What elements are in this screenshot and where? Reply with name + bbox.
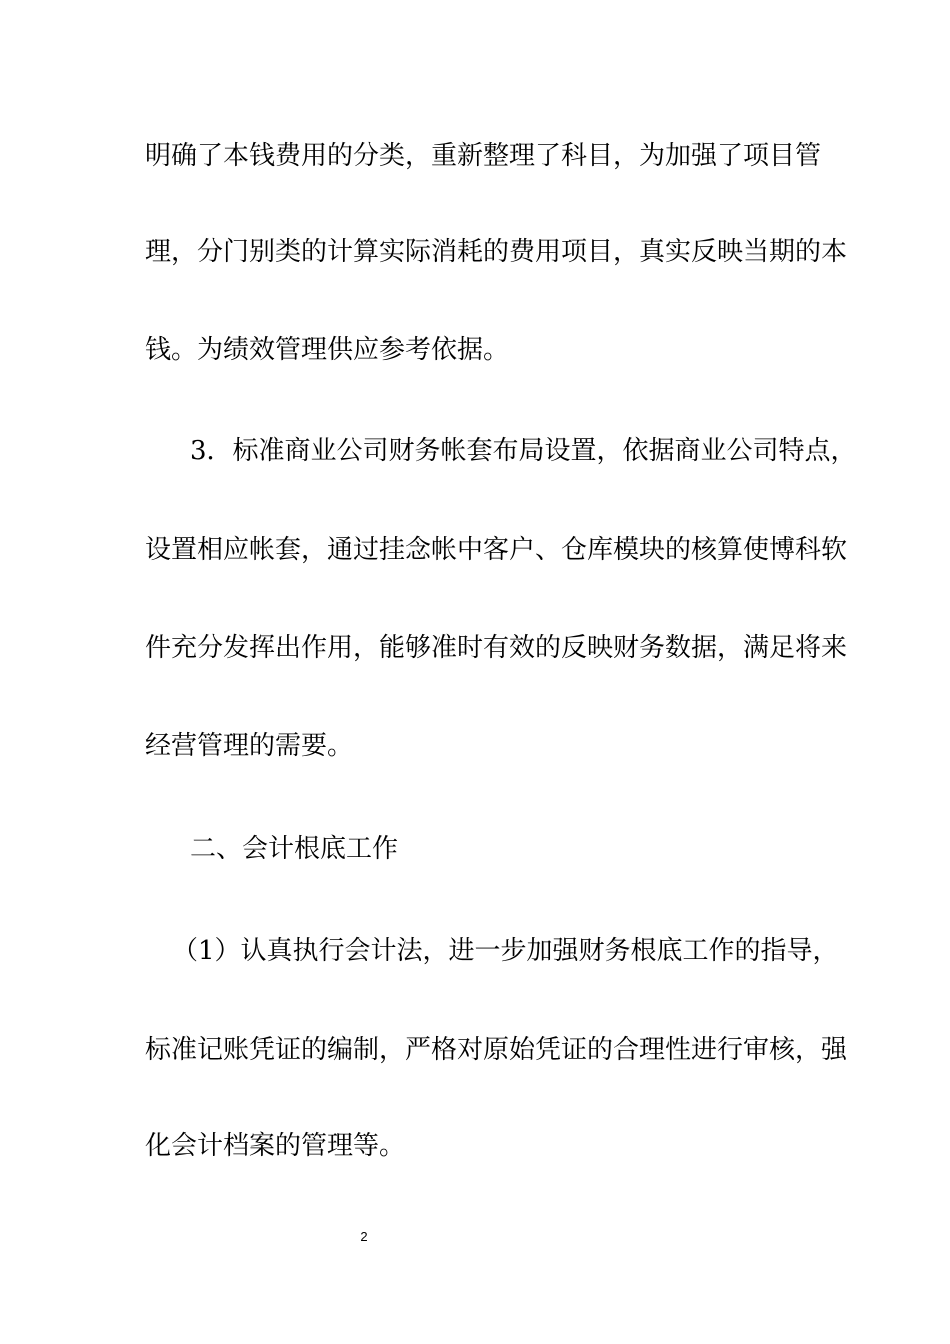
paragraph-line: 3．标准商业公司财务帐套布局设置，依据商业公司特点， — [190, 436, 857, 466]
section-heading: 二、会计根底工作 — [190, 834, 399, 864]
paragraph-line: 钱。为绩效管理供应参考依据。 — [145, 335, 510, 365]
paragraph-line: 化会计档案的管理等。 — [145, 1131, 406, 1161]
paragraph-line: 经营管理的需要。 — [145, 731, 354, 761]
paragraph-line: 设置相应帐套，通过挂念帐中客户、仓库模块的核算使博科软 — [145, 535, 848, 565]
paragraph-line: 标准记账凭证的编制，严格对原始凭证的合理性进行审核，强 — [145, 1035, 848, 1065]
paragraph-line: （1）认真执行会计法，进一步加强财务根底工作的指导， — [172, 936, 839, 966]
paragraph-line: 明确了本钱费用的分类，重新整理了科目，为加强了项目管 — [145, 141, 822, 171]
paragraph-line: 件充分发挥出作用，能够准时有效的反映财务数据，满足将来 — [145, 633, 848, 663]
page-number: 2 — [360, 1229, 368, 1244]
paragraph-line: 理，分门别类的计算实际消耗的费用项目，真实反映当期的本 — [145, 237, 848, 267]
